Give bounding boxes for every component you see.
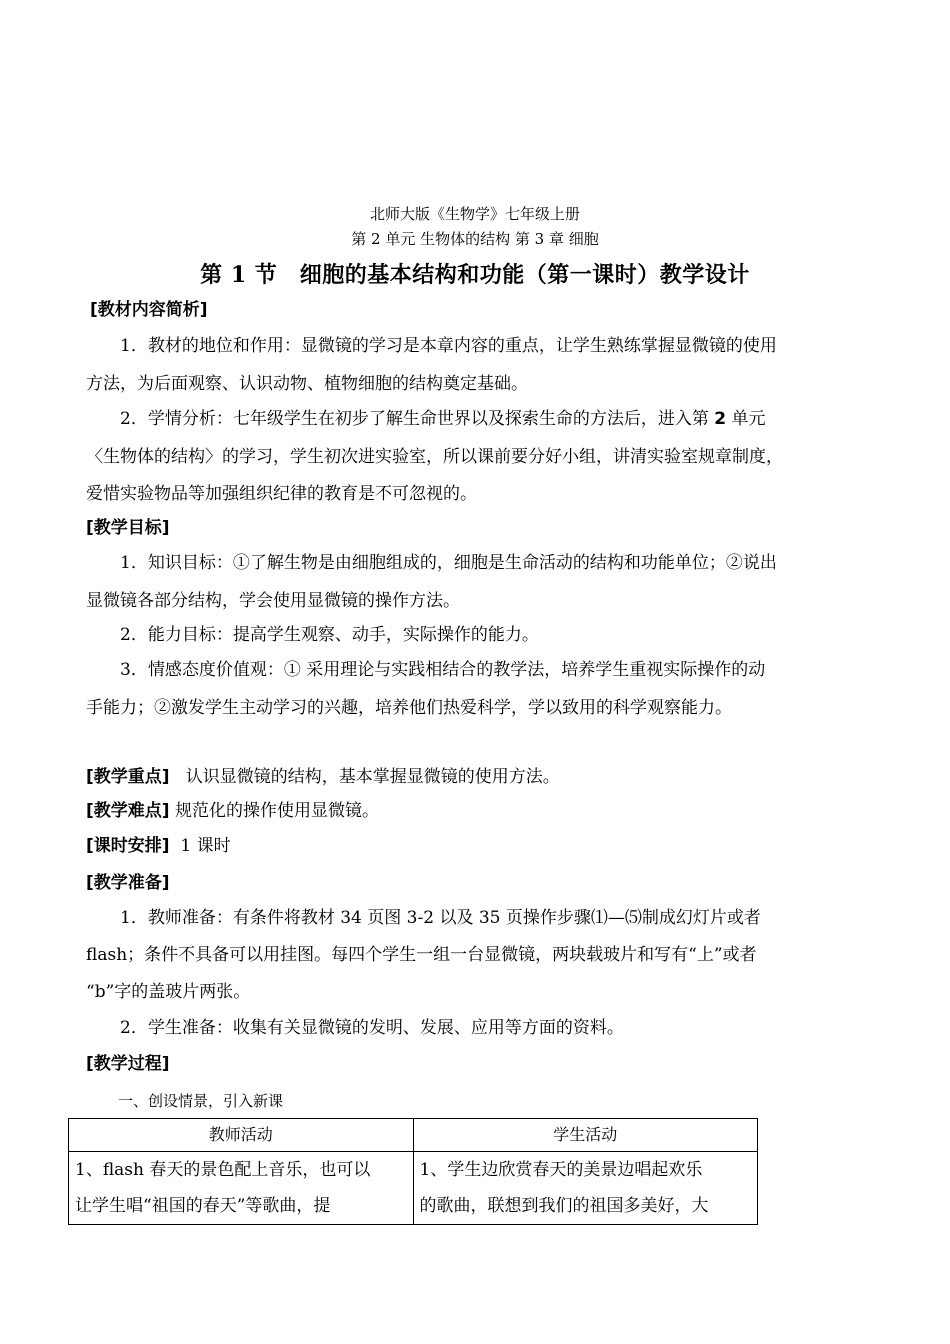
table-cell-student: [413, 1152, 758, 1225]
section-heading-focus: [教学重点]: [86, 767, 170, 787]
document-title: 第 1 节 细胞的基本结构和功能（第一课时）教学设计: [200, 262, 750, 288]
analysis-p2-text-c: 单元: [726, 409, 766, 429]
analysis-p2-line1: [120, 409, 765, 429]
header-line-1: 北师大版《生物学》七年级上册: [369, 205, 580, 223]
table-header-row: [69, 1119, 758, 1152]
analysis-p1-line2: 方法，为后面观察、认识动物、植物细胞的结构奠定基础。: [86, 374, 528, 394]
difficulty-text: 规范化的操作使用显微镜。: [174, 801, 379, 821]
difficulty-row: [86, 801, 379, 821]
analysis-p2-text-a: 2．学情分析：七年级学生在初步了解生命世界以及探索生命的方法后，进入第: [120, 409, 715, 429]
table-cell-teacher: [69, 1152, 414, 1225]
teacher-activity-line: 让学生唱“祖国的春天”等歌曲，提: [75, 1196, 331, 1216]
section-heading-schedule: [课时安排]: [86, 836, 170, 856]
section-heading-difficulty: [教学难点]: [86, 801, 170, 821]
section-heading-process: [教学过程]: [86, 1054, 170, 1074]
analysis-p2-line2: 〈生物体的结构〉的学习，学生初次进实验室，所以课前要分好小组，讲清实验室规章制度，: [86, 447, 783, 467]
focus-row: [86, 767, 560, 787]
goals-2: 2．能力目标：提高学生观察、动手，实际操作的能力。: [120, 625, 539, 645]
goals-3-line2: 手能力；②激发学生主动学习的兴趣，培养他们热爱科学，学以致用的科学观察能力。: [86, 698, 732, 718]
schedule-text: 1 课时: [180, 836, 231, 856]
analysis-p1-line1: 1．教材的地位和作用：显微镜的学习是本章内容的重点，让学生熟练掌握显微镜的使用: [120, 336, 777, 356]
header-line-2: 第 2 单元 生物体的结构 第 3 章 细胞: [351, 230, 599, 248]
table-header-student: 学生活动: [413, 1119, 758, 1152]
preparation-teacher-line2: flash；条件不具备可以用挂图。每四个学生一组一台显微镜，两块载玻片和写有“上”或者: [86, 945, 757, 965]
section-heading-preparation: [教学准备]: [86, 873, 170, 893]
preparation-student: 2．学生准备：收集有关显微镜的发明、发展、应用等方面的资料。: [120, 1018, 624, 1038]
student-activity-line: 1、学生边欣赏春天的美景边唱起欢乐: [419, 1160, 703, 1180]
analysis-p2-unit-number: 2: [714, 409, 727, 429]
goals-1-line1: 1．知识目标：①了解生物是由细胞组成的，细胞是生命活动的结构和功能单位；②说出: [120, 553, 777, 573]
process-step-1: 一、创设情景，引入新课: [118, 1092, 284, 1110]
preparation-teacher-line1: 1．教师准备：有条件将教材 34 页图 3-2 以及 35 页操作步骤⑴—⑸制成幻灯片或者: [120, 908, 761, 928]
teacher-activity-line: 1、flash 春天的景色配上音乐，也可以: [75, 1160, 371, 1180]
activity-table: [68, 1118, 758, 1225]
analysis-p2-line3: 爱惜实验物品等加强组织纪律的教育是不可忽视的。: [86, 484, 477, 504]
table-row: [69, 1152, 758, 1225]
table-header-teacher: 教师活动: [69, 1119, 414, 1152]
section-heading-analysis: [教材内容简析]: [90, 300, 208, 320]
goals-3-line1: 3．情感态度价值观：① 采用理论与实践相结合的教学法，培养学生重视实际操作的动: [120, 660, 766, 680]
section-heading-goals: [教学目标]: [86, 518, 170, 538]
preparation-teacher-line3: “b”字的盖玻片两张。: [86, 982, 251, 1002]
goals-1-line2: 显微镜各部分结构，学会使用显微镜的操作方法。: [86, 591, 460, 611]
focus-text: 认识显微镜的结构，基本掌握显微镜的使用方法。: [185, 767, 560, 787]
student-activity-line: 的歌曲，联想到我们的祖国多美好，大: [419, 1196, 709, 1216]
schedule-row: [86, 836, 231, 856]
